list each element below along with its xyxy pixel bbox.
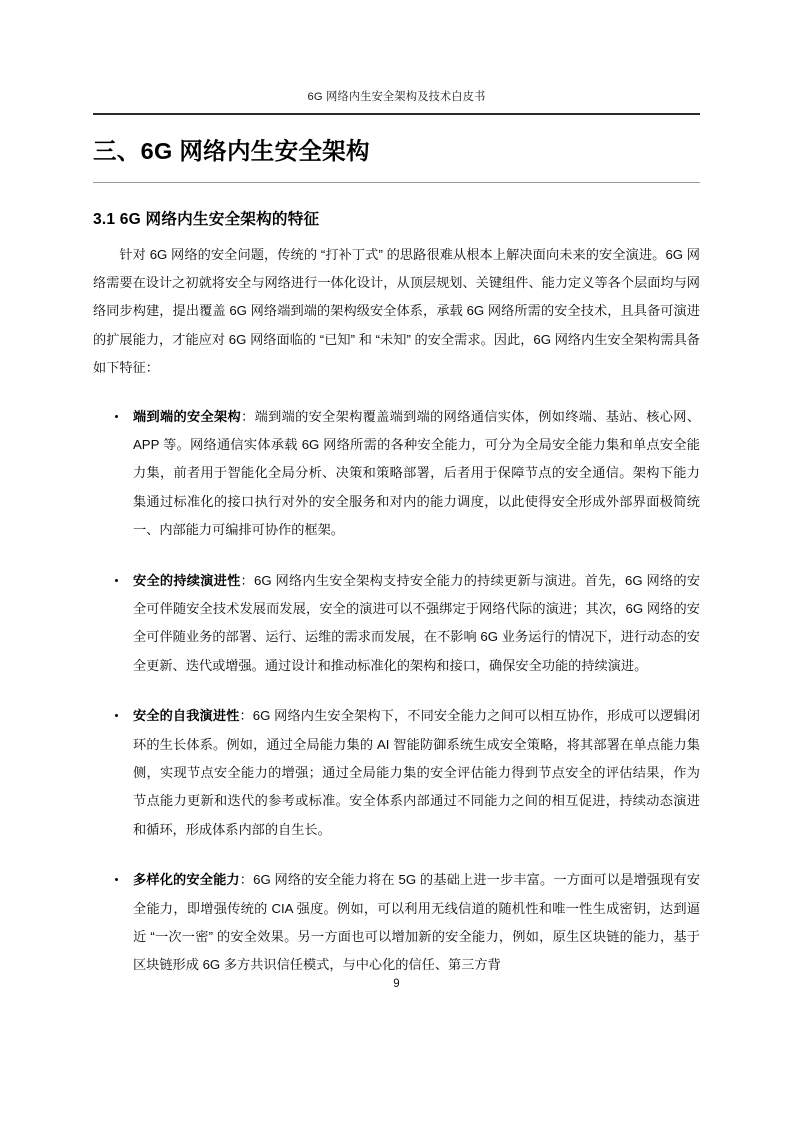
header-divider-rule — [93, 113, 700, 115]
bullet-dot-icon — [115, 579, 118, 582]
feature-separator: ： — [240, 572, 254, 588]
intro-paragraph: 针对 6G 网络的安全问题，传统的 “打补丁式” 的思路很难从根本上解决面向未来的安全演进。6G 网络需要在设计之初就将安全与网络进行一体化设计，从顶层规划、关键组件、能力定义等各个层面均与网络同步构建，提出覆盖 6G 网络端到端的架构级安全体系，承载 6G 网络所需的安全技术，且具备可演进的扩展能力，才能应对 6G 网络面临的 “已知” 和 “未知” 的安全需求。因此，6G 网络内生安全架构需具备如下特征： — [93, 246, 700, 376]
feature-list — [93, 403, 700, 980]
feature-text: 6G 网络内生安全架构下，不同安全能力之间可以相互协作，形成可以逻辑闭环的生长体系。例如，通过全局能力集的 AI 智能防御系统生成安全策略，将其部署在单点能力集侧，实现节点安全能力的增强；通过全局能力集的安全评估能力得到节点安全的评估结果，作为节点能力更新和迭代的参考或标准。安全体系内部通过不同能力之间的相互促进，持续动态演进和循环，形成体系内部的自生长。 — [133, 708, 700, 837]
feature-separator: ： — [239, 708, 253, 724]
page-content — [93, 136, 700, 980]
feature-lead: 安全的持续演进性 — [133, 572, 241, 588]
list-item — [93, 567, 700, 681]
feature-text: 6G 网络内生安全架构支持安全能力的持续更新与演进。首先，6G 网络的安全可伴随安全技术发展而发展，安全的演进可以不强绑定于网络代际的演进；其次，6G 网络的安全可伴随业务的部署、运行、运维的需求而发展，在不影响 6G 业务运行的情况下，进行动态的安全更新、迭代或增强。通过设计和推动标准化的架构和接口，确保安全功能的持续演进。 — [133, 572, 701, 673]
list-item — [93, 702, 700, 844]
list-item — [93, 866, 700, 980]
section-heading: 3.1 6G 网络内生安全架构的特征 — [93, 210, 320, 228]
feature-text: 端到端的安全架构覆盖端到端的网络通信实体，例如终端、基站、核心网、APP 等。网络通信实体承载 6G 网络所需的各种安全能力，可分为全局安全能力集和单点安全能力集，前者用于智能化全局分析、决策和策略部署，后者用于保障节点的安全通信。架构下能力集通过标准化的接口执行对外的安全服务和对内的能力调度，以此使得安全形成外部界面极简统一、内部能力可编排可协作的框架。 — [133, 408, 701, 538]
bullet-dot-icon — [115, 878, 118, 881]
feature-lead: 端到端的安全架构 — [133, 408, 242, 424]
bullet-dot-icon — [115, 415, 118, 418]
page-number: 9 — [393, 978, 400, 990]
feature-lead: 多样化的安全能力 — [133, 872, 240, 888]
page-title: 三、6G 网络内生安全架构 — [93, 138, 370, 164]
running-header-title: 6G 网络内生安全架构及技术白皮书 — [307, 91, 486, 103]
feature-lead: 安全的自我演进性 — [133, 708, 240, 724]
feature-separator: ： — [239, 872, 254, 888]
feature-text: 6G 网络的安全能力将在 5G 的基础上进一步丰富。一方面可以是增强现有安全能力，即增强传统的 CIA 强度。例如，可以利用无线信道的随机性和唯一性生成密钥，达到逼近 “一次一密” 的安全效果。另一方面也可以增加新的安全能力，例如，原生区块链的能力，基于区块链形成 6G 多方共识信任模式，与中心化的信任、第三方背 — [133, 872, 701, 973]
feature-separator: ： — [241, 408, 255, 424]
list-item — [93, 403, 700, 545]
bullet-dot-icon — [115, 714, 118, 717]
title-divider-rule — [93, 182, 700, 183]
